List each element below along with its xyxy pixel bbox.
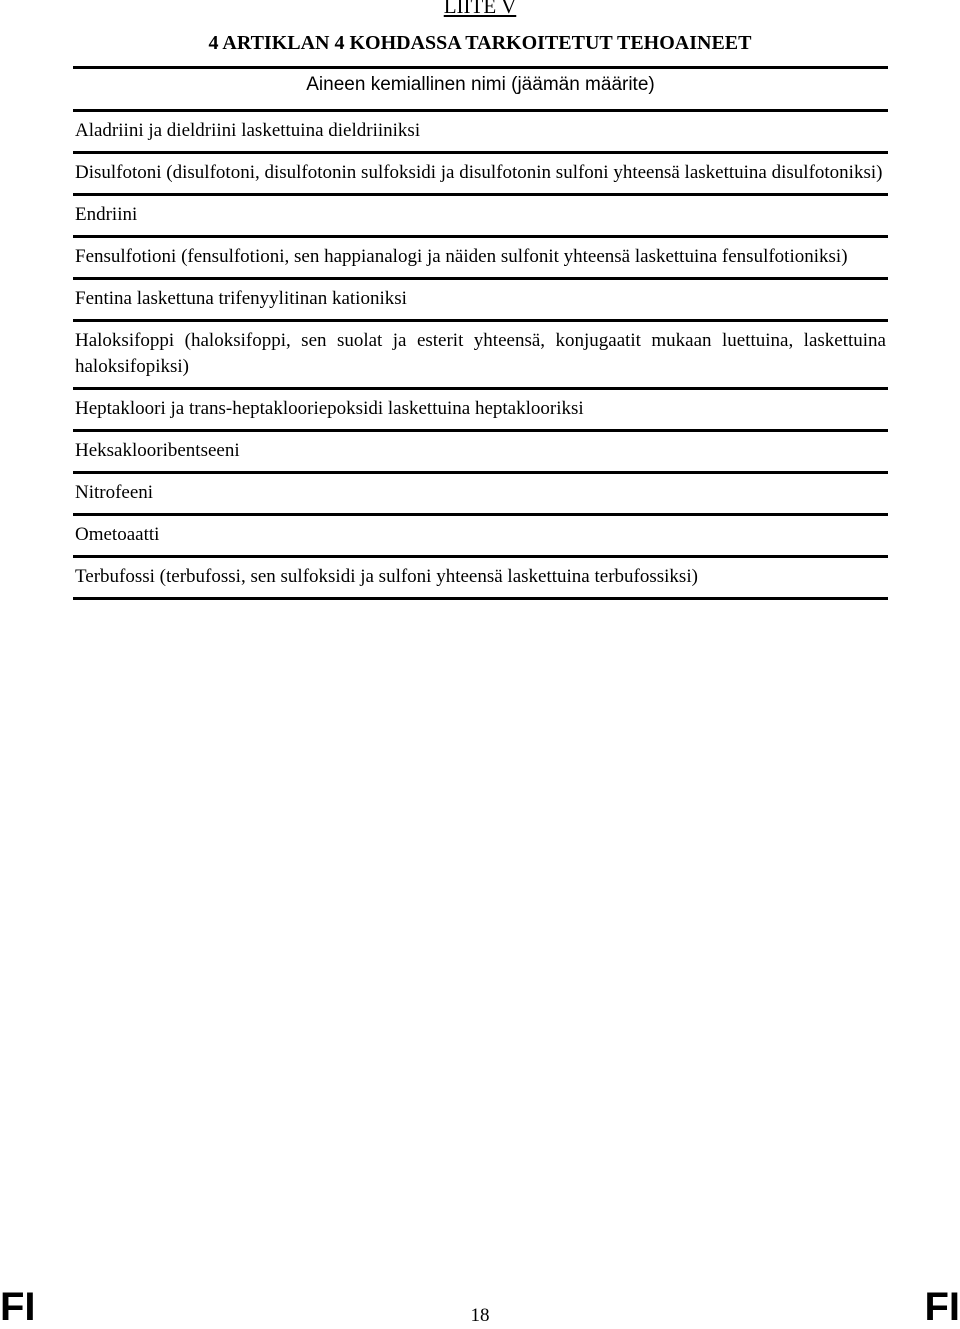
table-row: Aladriini ja dieldriini laskettuina dieldriiniksi	[73, 112, 888, 154]
substances-table	[73, 66, 888, 600]
page-number: 18	[470, 1305, 490, 1326]
table-row: Terbufossi (terbufossi, sen sulfoksidi ja sulfoni yhteensä laskettuina terbufossiksi)	[73, 558, 888, 600]
table-row: Fensulfotioni (fensulfotioni, sen happianalogi ja näiden sulfonit yhteensä laskettuina fensulfotioniksi)	[73, 238, 888, 280]
annex-title: LIITE V	[443, 0, 517, 18]
table-row: Heptakloori ja trans-heptaklooriepoksidi laskettuina heptaklooriksi	[73, 390, 888, 432]
table-row: Heksaklooribentseeni	[73, 432, 888, 474]
page-title: 4 ARTIKLAN 4 KOHDASSA TARKOITETUT TEHOAINEET	[208, 32, 752, 54]
table-row: Endriini	[73, 196, 888, 238]
table-row: Ometoaatti	[73, 516, 888, 558]
table-row: Disulfotoni (disulfotoni, disulfotonin sulfoksidi ja disulfotonin sulfoni yhteensä laskettuina disulfotoniksi)	[73, 154, 888, 196]
table-row: Fentina laskettuna trifenyylitinan kationiksi	[73, 280, 888, 322]
table-row: Haloksifoppi (haloksifoppi, sen suolat ja esterit yhteensä, konjugaatit mukaan luettuina, laskettuina haloksifopiksi)	[73, 322, 888, 390]
language-code-right: FI	[924, 1285, 960, 1329]
table-row: Nitrofeeni	[73, 474, 888, 516]
language-code-left: FI	[0, 1285, 36, 1329]
column-header: Aineen kemiallinen nimi (jäämän määrite)	[73, 69, 888, 112]
